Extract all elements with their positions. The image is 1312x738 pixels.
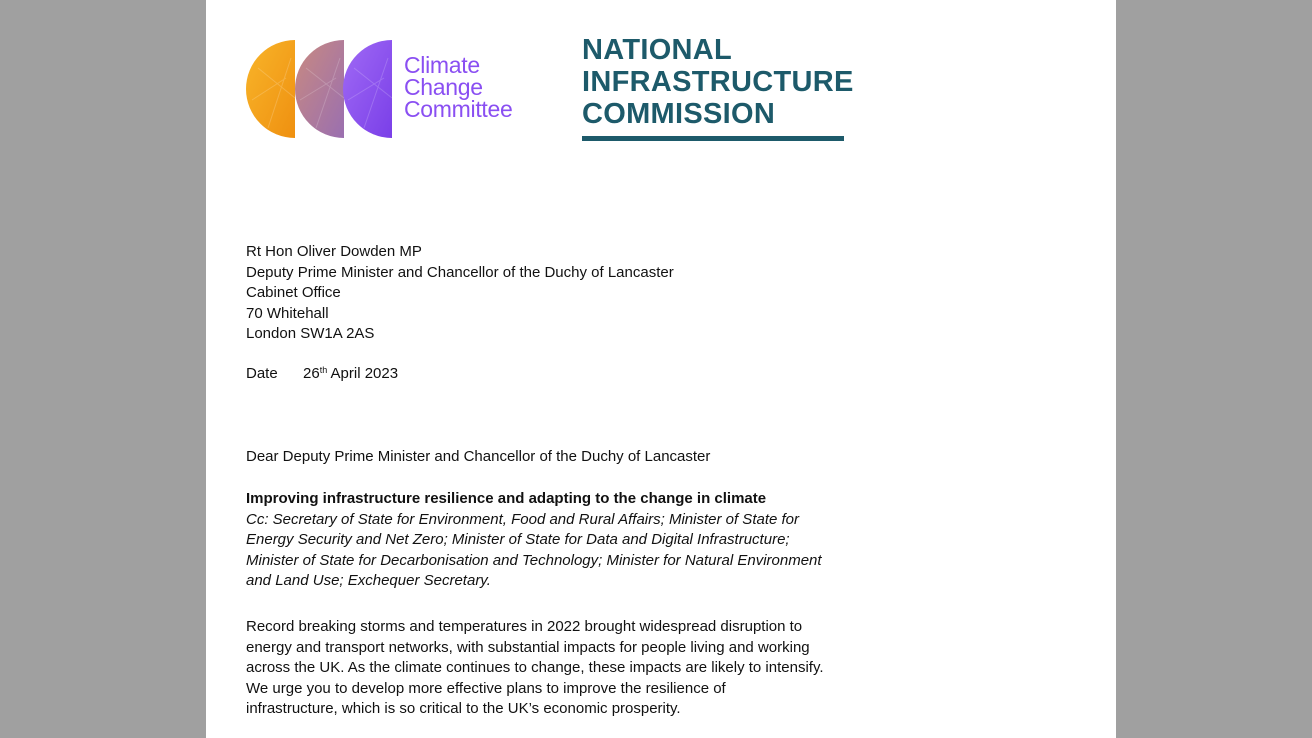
- address-line: 70 Whitehall: [246, 304, 329, 322]
- address-line: Cabinet Office: [246, 284, 341, 302]
- national-infrastructure-commission-logo: [582, 34, 854, 142]
- ccc-wordmark-line: Change: [404, 74, 483, 100]
- cc-line: Energy Security and Net Zero; Minister of State for Data and Digital Infrastructure;: [246, 531, 790, 549]
- nic-wordmark-line: NATIONAL: [582, 34, 733, 66]
- paragraph-line: We urge you to develop more effective plans to improve the resilience of: [246, 679, 726, 697]
- address-line: London SW1A 2AS: [246, 325, 375, 343]
- paragraph-line: energy and transport networks, with substantial impacts for people living and working: [246, 638, 810, 656]
- date-label: Date: [246, 365, 278, 382]
- address-line: Rt Hon Oliver Dowden MP: [246, 243, 422, 260]
- subject-title: Improving infrastructure resilience and adapting to the change in climate: [246, 490, 767, 507]
- ccc-mauve-semicircle: [295, 40, 344, 138]
- subject-block: [246, 489, 866, 592]
- ccc-semicircles-icon: [246, 38, 398, 142]
- cc-line: Cc: Secretary of State for Environment, Food and Rural Affairs; Minister of State for: [246, 510, 800, 528]
- date-suffix: th: [319, 365, 328, 375]
- letter-date: [246, 364, 866, 385]
- ccc-wordmark-line: Committee: [404, 96, 513, 122]
- cc-line: and Land Use; Exchequer Secretary.: [246, 572, 491, 590]
- ccc-wordmark-line: Climate: [404, 52, 480, 78]
- climate-change-committee-logo: [246, 38, 546, 142]
- ccc-orange-semicircle: [246, 40, 295, 138]
- ccc-wordmark: [404, 54, 513, 120]
- nic-wordmark-line: COMMISSION: [582, 98, 776, 130]
- cc-line: Minister of State for Decarbonisation and Technology; Minister for Natural Environment: [246, 551, 822, 569]
- document-page: [206, 0, 1116, 738]
- nic-wordmark-line: INFRASTRUCTURE: [582, 66, 854, 98]
- nic-underline: [582, 136, 844, 141]
- date-day: 26: [303, 365, 320, 382]
- paragraph-line: Record breaking storms and temperatures in 2022 brought widespread disruption to: [246, 618, 803, 635]
- body-paragraph: [246, 617, 866, 720]
- address-line: Deputy Prime Minister and Chancellor of the Duchy of Lancaster: [246, 263, 674, 281]
- salutation: Dear Deputy Prime Minister and Chancellor of the Duchy of Lancaster: [246, 448, 711, 465]
- paragraph-line: across the UK. As the climate continues to change, these impacts are likely to intensify.: [246, 659, 824, 677]
- paragraph-line: infrastructure, which is so critical to the UK’s economic prosperity.: [246, 700, 681, 718]
- ccc-purple-semicircle: [343, 40, 392, 138]
- cc-list: [246, 510, 866, 592]
- recipient-address: [246, 242, 866, 345]
- date-rest: April 2023: [327, 365, 399, 382]
